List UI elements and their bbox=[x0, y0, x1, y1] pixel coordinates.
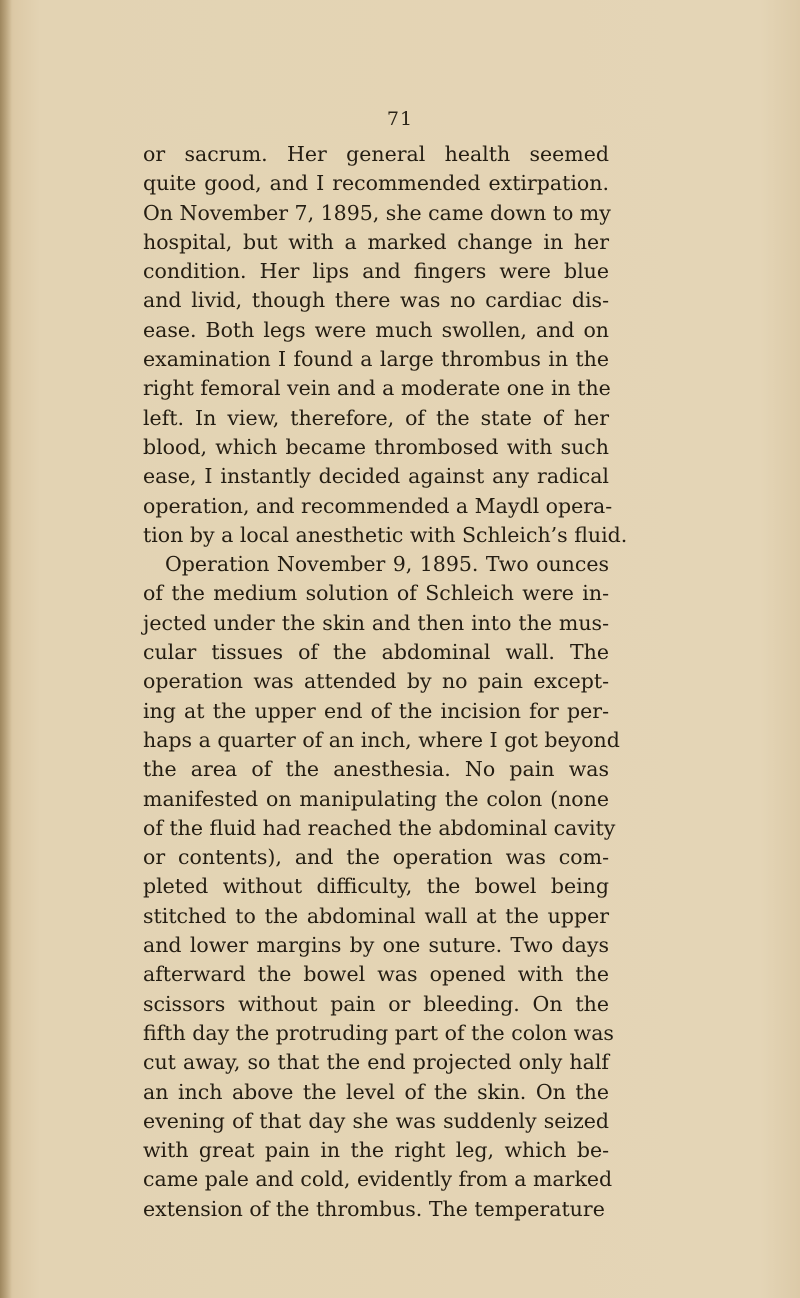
text-line: afterward the bowel was opened with the bbox=[143, 962, 609, 987]
text-line: haps a quarter of an inch, where I got beyond bbox=[143, 727, 620, 752]
text-line: or sacrum. Her general health seemed bbox=[143, 142, 609, 166]
text-line: pleted without difficulty, the bowel being bbox=[143, 874, 609, 899]
text-line: evening of that day she was suddenly seized bbox=[143, 1108, 609, 1133]
text-line: ease, I instantly decided against any radical bbox=[143, 464, 609, 489]
text-line: right femoral vein and a moderate one in the bbox=[143, 376, 611, 401]
text-line: came pale and cold, evidently from a marked bbox=[143, 1167, 613, 1192]
text-line: operation was attended by no pain except- bbox=[143, 669, 609, 694]
text-line: cut away, so that the end projected only half bbox=[143, 1050, 609, 1075]
text-line: or contents), and the operation was com- bbox=[143, 845, 609, 870]
text-line: scissors without pain or bleeding. On the bbox=[143, 991, 609, 1016]
text-line: the area of the anesthesia. No pain was bbox=[143, 757, 609, 782]
text-line: On November 7, 1895, she came down to my bbox=[143, 200, 611, 225]
text-line: stitched to the abdominal wall at the upper bbox=[143, 903, 609, 928]
text-line: blood, which became thrombosed with such bbox=[143, 434, 609, 459]
text-line: manifested on manipulating the colon (none bbox=[143, 786, 609, 811]
text-line: jected under the skin and then into the mus- bbox=[143, 610, 609, 635]
page-binding-shadow bbox=[0, 0, 12, 1298]
text-line: fifth day the protruding part of the colon was bbox=[143, 1020, 614, 1045]
body-text bbox=[143, 140, 628, 1224]
text-line: cular tissues of the abdominal wall. The bbox=[143, 640, 609, 665]
text-line: of the fluid had reached the abdominal cavity bbox=[143, 815, 616, 840]
text-line: left. In view, therefore, of the state of her bbox=[143, 405, 609, 430]
text-line: hospital, but with a marked change in her bbox=[143, 229, 609, 254]
text-line: and livid, though there was no cardiac dis- bbox=[143, 288, 609, 313]
text-line: ing at the upper end of the incision for per- bbox=[143, 698, 609, 723]
text-line: examination I found a large thrombus in the bbox=[143, 347, 609, 372]
text-line: tion by a local anesthetic with Schleich’s fluid. bbox=[143, 522, 628, 547]
text-line: quite good, and I recommended extirpation. bbox=[143, 171, 609, 196]
page-number: 71 bbox=[386, 108, 414, 130]
text-line: condition. Her lips and fingers were blue bbox=[143, 259, 609, 284]
text-line: and lower margins by one suture. Two days bbox=[143, 933, 609, 958]
text-line: with great pain in the right leg, which be- bbox=[143, 1138, 609, 1163]
text-line: operation, and recommended a Maydl opera- bbox=[143, 493, 613, 518]
text-line: an inch above the level of the skin. On the bbox=[143, 1079, 609, 1104]
text-line: ease. Both legs were much swollen, and on bbox=[143, 317, 609, 342]
text-line: extension of the thrombus. The temperature bbox=[143, 1196, 605, 1221]
text-line: of the medium solution of Schleich were in- bbox=[143, 581, 609, 606]
text-line: Operation November 9, 1895. Two ounces bbox=[165, 552, 609, 577]
